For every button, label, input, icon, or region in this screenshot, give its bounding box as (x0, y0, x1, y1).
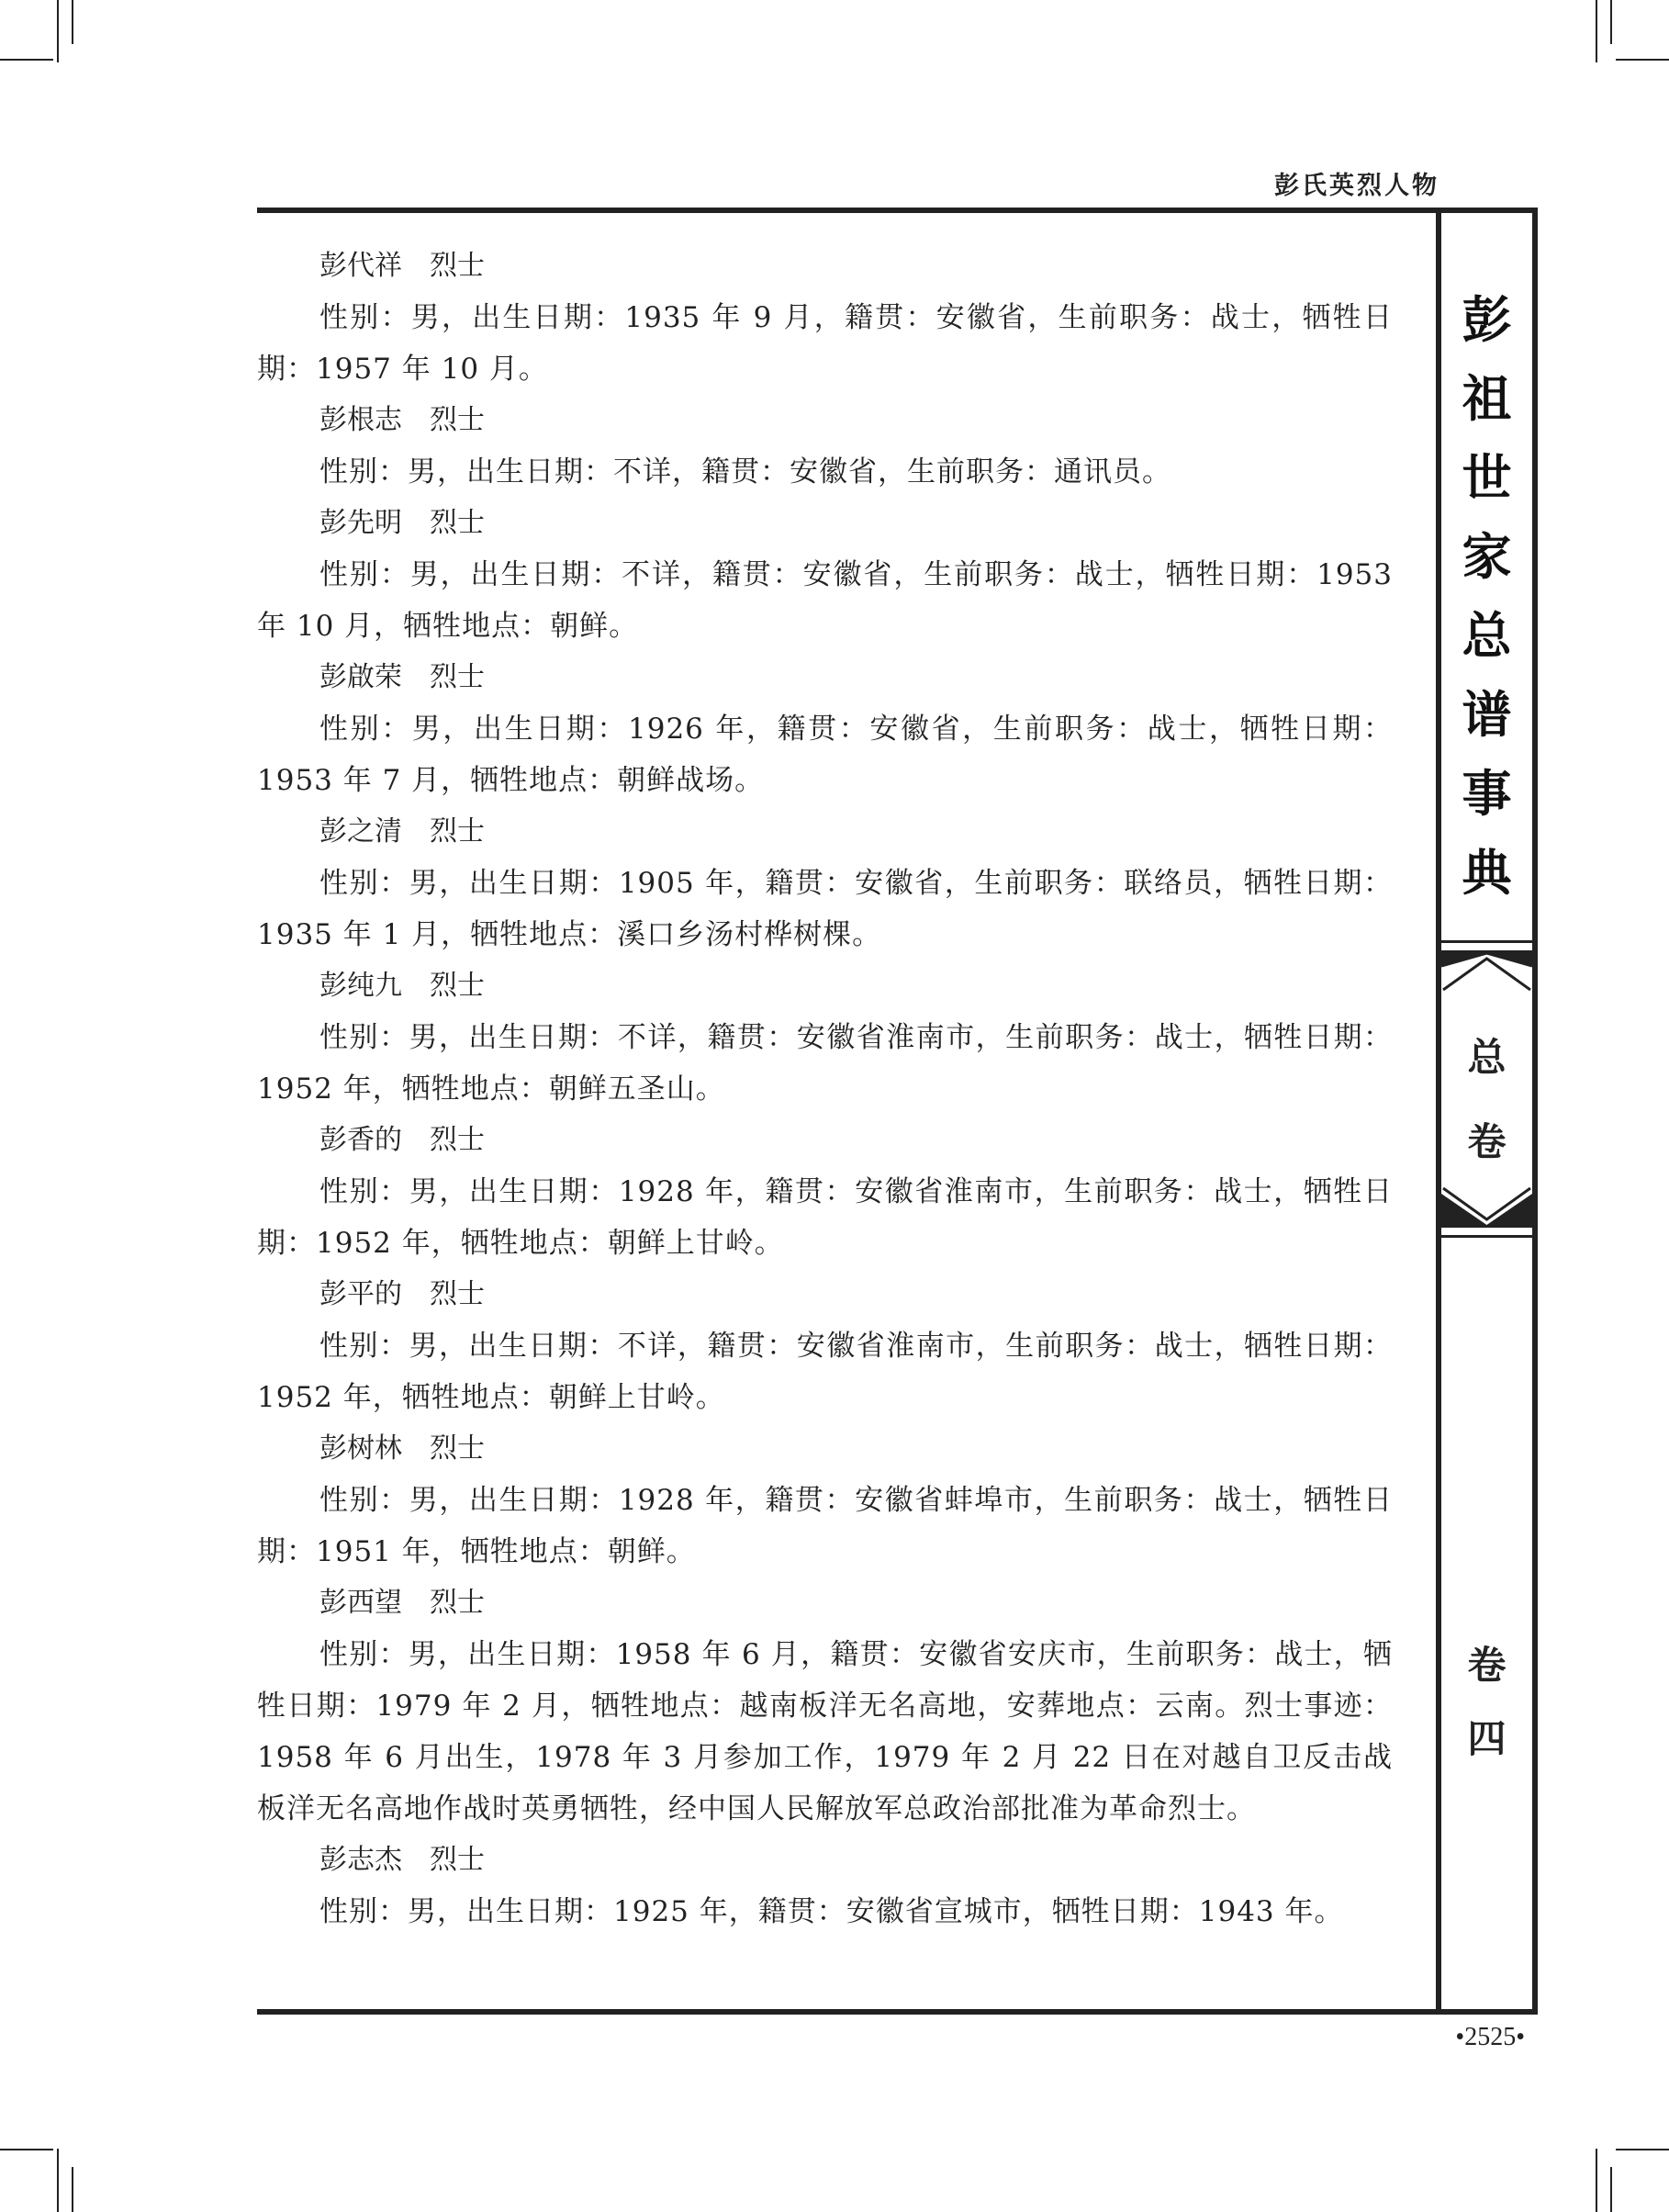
juan-char: 四 (1467, 1716, 1507, 1761)
volume-char: 卷 (1467, 1119, 1507, 1164)
bottom-rule (257, 2009, 1538, 2015)
running-header: 彭氏英烈人物 (1274, 172, 1439, 200)
band-divider (1441, 1225, 1532, 1238)
entry-name: 彭西望 烈士 (319, 1587, 485, 1619)
page-number: •2525• (1455, 2023, 1525, 2051)
title-char: 家 (1462, 528, 1512, 586)
entry-body: 性别：男，出生日期：1958 年 6 月，籍贯：安徽省安庆市，生前职务：战士，牺牲日期：1979 年 2 月，牺牲地点：越南板洋无名高地，安葬地点：云南。烈士事迹：1958 年 6 月出生，1978 年 3 月参加工作，1979 年 2 月 22 日在对越自卫反击战板洋无名高地作战时英勇牺牲，经中国人民解放军总政治部批准为革命烈士。 (257, 1638, 1393, 1825)
band-divider (1441, 940, 1532, 953)
entry-body: 性别：男，出生日期：不详，籍贯：安徽省淮南市，生前职务：战士，牺牲日期：1952 年，牺牲地点：朝鲜五圣山。 (257, 1021, 1393, 1106)
title-char: 总 (1462, 607, 1512, 665)
entry-name: 彭纯九 烈士 (319, 970, 485, 1002)
entry-body: 性别：男，出生日期：1928 年，籍贯：安徽省淮南市，生前职务：战士，牺牲日期：1952 年，牺牲地点：朝鲜上甘岭。 (257, 1175, 1393, 1260)
crop-mark (1610, 0, 1612, 44)
crop-mark (1596, 2149, 1597, 2212)
crop-mark (72, 0, 73, 44)
crop-mark (1610, 2167, 1612, 2212)
entry-name: 彭先明 烈士 (319, 507, 485, 539)
entry (257, 1578, 1393, 1835)
entry (257, 652, 1393, 806)
entry (257, 806, 1393, 960)
entry-body: 性别：男，出生日期：不详，籍贯：安徽省淮南市，生前职务：战士，牺牲日期：1952 年，牺牲地点：朝鲜上甘岭。 (257, 1330, 1393, 1414)
entry (257, 1115, 1393, 1269)
juan-char: 卷 (1467, 1643, 1507, 1688)
title-char: 谱 (1462, 686, 1512, 744)
entry (257, 1835, 1393, 1937)
entry (257, 395, 1393, 498)
entry-body: 性别：男，出生日期：1935 年 9 月，籍贯：安徽省，生前职务：战士，牺牲日期：1957 年 10 月。 (257, 301, 1393, 386)
entry-body: 性别：男，出生日期：1905 年，籍贯：安徽省，生前职务：联络员，牺牲日期：1935 年 1 月，牺牲地点：溪口乡汤村桦树棵。 (257, 867, 1393, 951)
entry (257, 241, 1393, 395)
entry-name: 彭之清 烈士 (319, 815, 485, 848)
title-char: 世 (1462, 449, 1512, 507)
title-char: 典 (1462, 844, 1512, 902)
entry-body: 性别：男，出生日期：不详，籍贯：安徽省，生前职务：战士，牺牲日期：1953 年 10 月，牺牲地点：朝鲜。 (257, 558, 1393, 643)
book-title-vertical (1441, 281, 1532, 913)
entry-name: 彭香的 烈士 (319, 1124, 485, 1156)
entry-name: 彭啟荣 烈士 (319, 661, 485, 693)
entry-name: 彭代祥 烈士 (319, 250, 485, 282)
entry-name: 彭树林 烈士 (319, 1432, 485, 1465)
entry (257, 1269, 1393, 1423)
entry-body: 性别：男，出生日期：1925 年，籍贯：安徽省宣城市，牺牲日期：1943 年。 (319, 1895, 1344, 1928)
crop-mark (72, 2167, 73, 2212)
top-rule (257, 208, 1538, 213)
crop-mark (0, 59, 53, 61)
crop-mark (1616, 2149, 1669, 2150)
title-char: 彭 (1462, 291, 1512, 349)
crop-mark (57, 2149, 59, 2212)
crop-mark (0, 2149, 53, 2150)
entries-list (257, 241, 1393, 1937)
entry-name: 彭根志 烈士 (319, 404, 485, 436)
crop-mark (1616, 59, 1669, 61)
entry-body: 性别：男，出生日期：不详，籍贯：安徽省，生前职务：通讯员。 (319, 455, 1171, 488)
entry-body: 性别：男，出生日期：1928 年，籍贯：安徽省蚌埠市，生前职务：战士，牺牲日期：1951 年，牺牲地点：朝鲜。 (257, 1484, 1393, 1568)
crop-mark (1596, 0, 1597, 62)
side-banner (1436, 208, 1538, 2015)
entry (257, 1423, 1393, 1578)
juan-label (1441, 1629, 1532, 1776)
entry-body: 性别：男，出生日期：1926 年，籍贯：安徽省，生前职务：战士，牺牲日期：1953 年 7 月，牺牲地点：朝鲜战场。 (257, 713, 1393, 797)
volume-label (1441, 1016, 1532, 1185)
entry (257, 960, 1393, 1115)
entry-name: 彭平的 烈士 (319, 1278, 485, 1310)
volume-char: 总 (1467, 1035, 1507, 1080)
entry (257, 498, 1393, 652)
entry-name: 彭志杰 烈士 (319, 1844, 485, 1876)
title-char: 事 (1462, 765, 1512, 823)
title-char: 祖 (1462, 370, 1512, 428)
crop-mark (57, 0, 59, 62)
